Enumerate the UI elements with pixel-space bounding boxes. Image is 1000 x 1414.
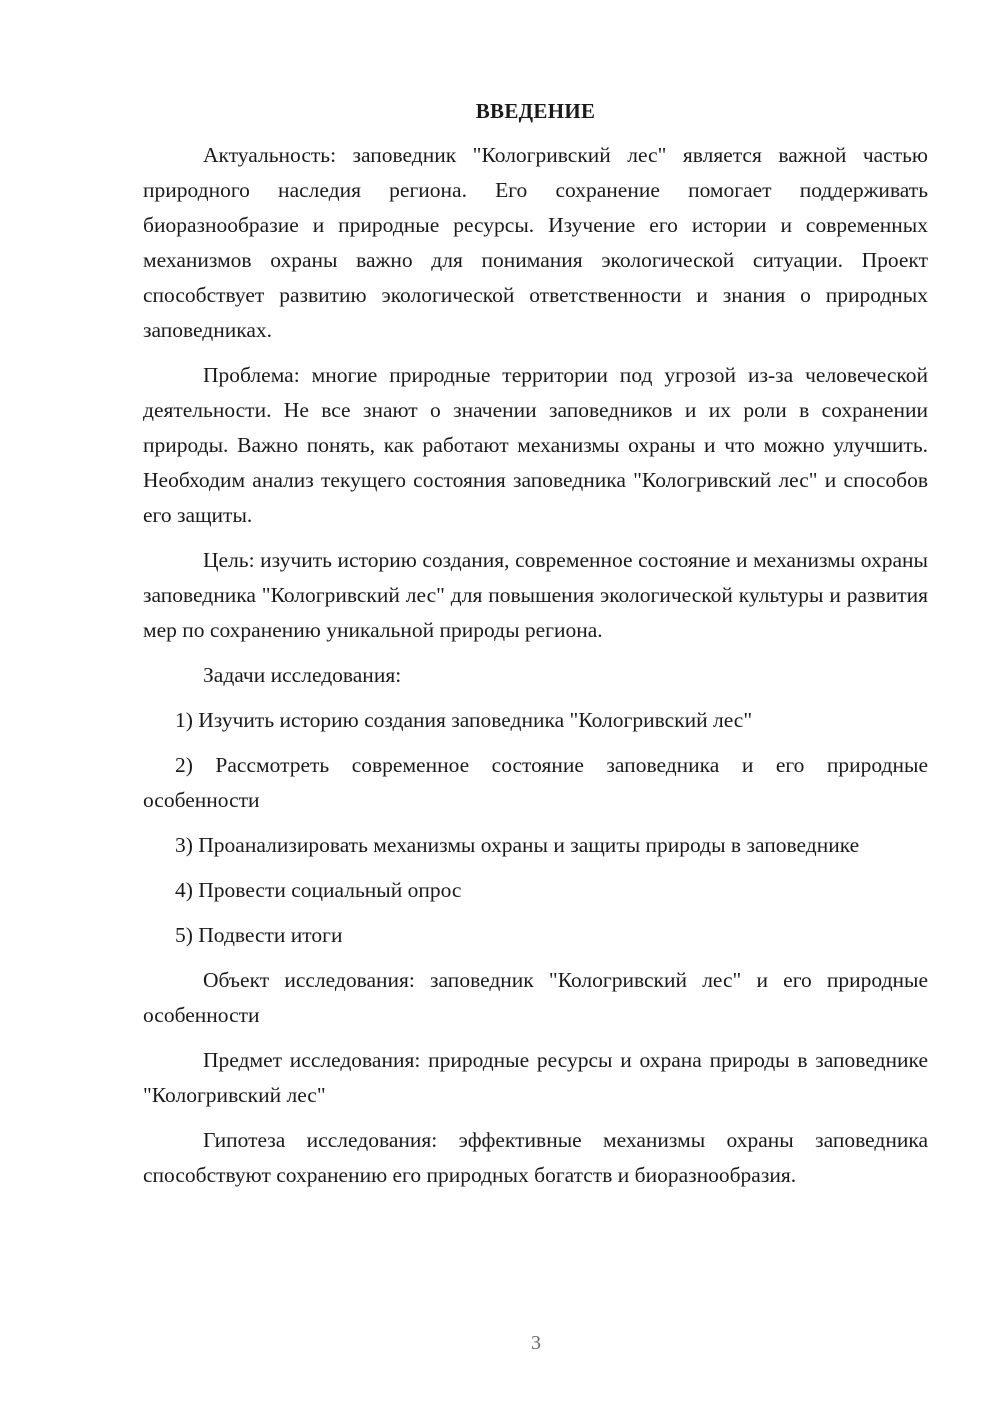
hypothesis-paragraph: Гипотеза исследования: эффективные механизмы охраны заповедника способствуют сохранению его природных богатств и биоразнообразия. bbox=[143, 1128, 928, 1187]
task-item-4: 4) Провести социальный опрос bbox=[175, 878, 462, 902]
task-item-3: 3) Проанализировать механизмы охраны и защиты природы в заповеднике bbox=[175, 833, 860, 857]
object-paragraph: Объект исследования: заповедник "Кологривский лес" и его природные особенности bbox=[143, 968, 928, 1027]
task-item-1: 1) Изучить историю создания заповедника "Кологривский лес" bbox=[175, 708, 753, 732]
subject-paragraph: Предмет исследования: природные ресурсы и охрана природы в заповеднике "Кологривский лес" bbox=[143, 1048, 928, 1107]
tasks-label: Задачи исследования: bbox=[203, 663, 402, 687]
section-title: ВВЕДЕНИЕ bbox=[475, 99, 596, 123]
relevance-paragraph: Актуальность: заповедник "Кологривский лес" является важной частью природного наследия региона. Его сохранение помогает поддерживать биоразнообразие и природные ресурсы. Изучение его истории и современных механизмов охраны важно для понимания экологической ситуации. Проект способствует развитию экологической ответственности и знания о природных заповедниках. bbox=[143, 143, 928, 342]
task-item-5: 5) Подвести итоги bbox=[175, 923, 343, 947]
page-number: 3 bbox=[531, 1332, 541, 1354]
goal-paragraph: Цель: изучить историю создания, современное состояние и механизмы охраны заповедника "Кологривский лес" для повышения экологической культуры и развития мер по сохранению уникальной природы региона. bbox=[143, 548, 928, 642]
page-content bbox=[143, 96, 928, 1203]
problem-paragraph: Проблема: многие природные территории под угрозой из-за человеческой деятельности. Не все знают о значении заповедников и их роли в сохранении природы. Важно понять, как работают механизмы охраны и что можно улучшить. Необходим анализ текущего состояния заповедника "Кологривский лес" и способов его защиты. bbox=[143, 363, 928, 527]
task-item-2: 2) Рассмотреть современное состояние заповедника и его природные особенности bbox=[143, 753, 928, 812]
